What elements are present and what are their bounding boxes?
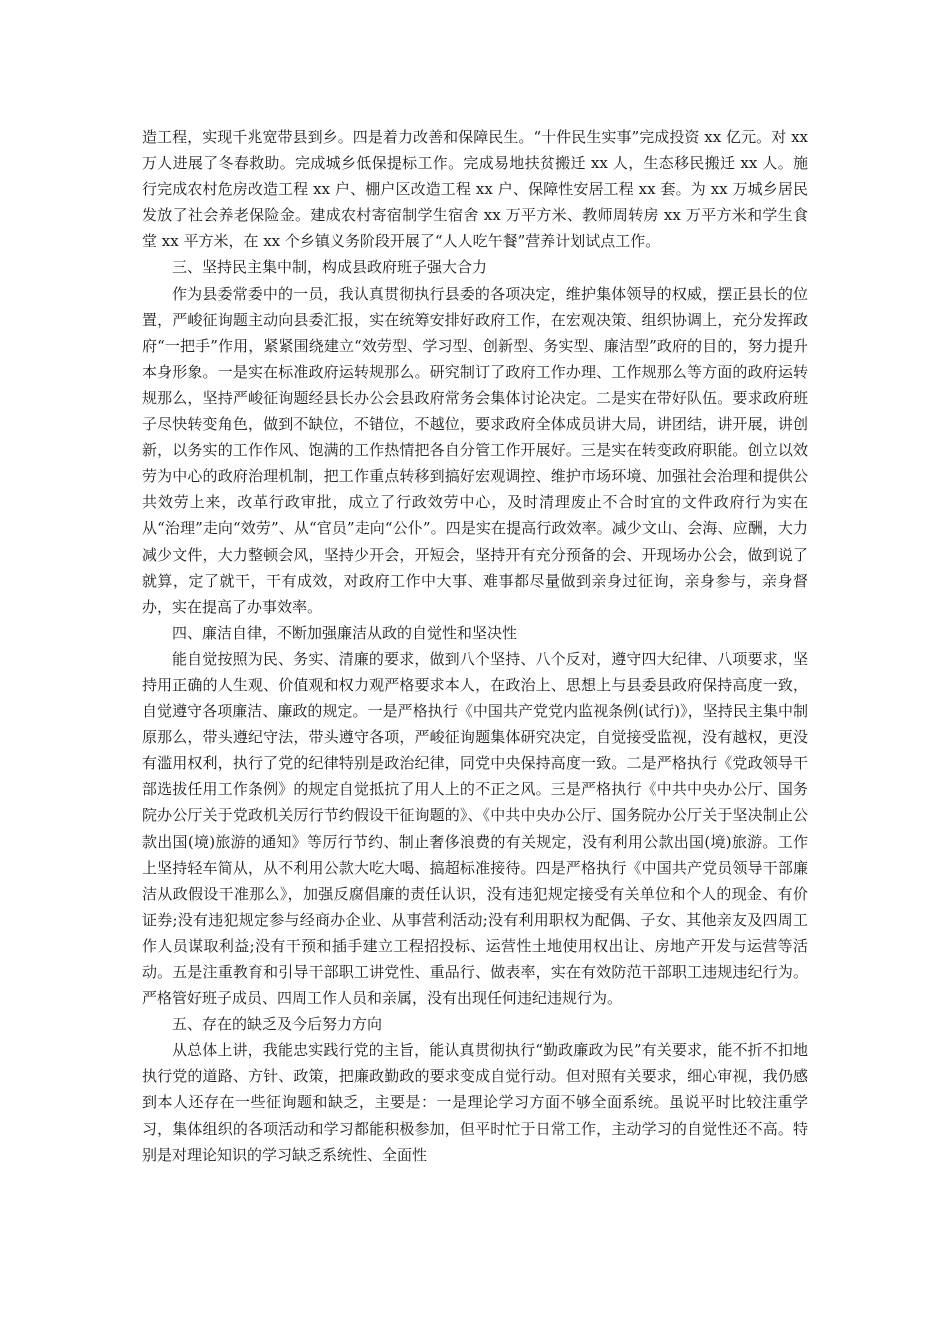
paragraph-continued: 造工程，实现千兆宽带县到乡。四是着力改善和保障民生。“十件民生实事”完成投资 xx 亿元。对 xx 万人进展了冬春救助。完成城乡低保提标工作。完成易地扶贫搬迁 xx 人，生态移民搬迁 xx 人。施行完成农村危房改造工程 xx 户、棚户区改造工程 xx 户、保障性安居工程 xx 套。为 xx 万城乡居民发放了社会养老保险金。建成农村寄宿制学生宿舍 xx 万平方米、教师周转房 xx 万平方米和学生食堂 xx 平方米，在 xx 个乡镇义务阶段开展了“人人吃午餐”营养计划试点工作。 <box>142 128 808 251</box>
section-heading-5: 五、存在的缺乏及今后努力方向 <box>172 1015 383 1034</box>
paragraph-section-5: 从总体上讲，我能忠实践行党的主旨，能认真贯彻执行“勤政廉政为民”有关要求，能不折不扣地执行党的道路、方针、政策，把廉政勤政的要求变成自觉行动。但对照有关要求，细心审视，我仍感到本人还存在一些征询题和缺乏，主要是：一是理论学习方面不够全面系统。虽说平时比较注重学习，集体组织的各项活动和学习都能积极参加，但平时忙于日常工作，主动学习的自觉性还不高。特别是对理论知识的学习缺乏系统性、全面性 <box>142 1041 808 1164</box>
paragraph-section-4: 能自觉按照为民、务实、清廉的要求，做到八个坚持、八个反对，遵守四大纪律、八项要求，坚持用正确的人生观、价值观和权力观严格要求本人，在政治上、思想上与县委县政府保持高度一致，自觉遵守各项廉洁、廉政的规定。一是严格执行《中国共产党党内监视条例(试行)》，坚持民主集中制原那么，带头遵纪守法，带头遵守各项，严峻征询题集体研究决定，自觉接受监视，没有越权，更没有滥用权利，执行了党的纪律特别是政治纪律，同党中央保持高度一致。二是严格执行《党政领导干部选拔任用工作条例》的规定自觉抵抗了用人上的不正之风。三是严格执行《中共中央办公厅、国务院办公厅关于党政机关厉行节约假设干征询题的》、《中共中央办公厅、国务院办公厅关于坚决制止公款出国(境)旅游的通知》等厉行节约、制止奢侈浪费的有关规定，没有利用公款出国(境)旅游。工作上坚持轻车简从，从不利用公款大吃大喝、搞超标准接待。四是严格执行《中国共产党员领导干部廉洁从政假设干准那么》，加强反腐倡廉的责任认识，没有违犯规定接受有关单位和个人的现金、有价证券;没有违犯规定参与经商办企业、从事营利活动;没有利用职权为配偶、子女、其他亲友及四周工作人员谋取利益;没有干预和插手建立工程招投标、运营性土地使用权出让、房地产开发与运营等活动。五是注重教育和引导干部职工讲党性、重品行、做表率，实在有效防范干部职工违规违纪行为。严格管好班子成员、四周工作人员和亲属，没有出现任何违纪违规行为。 <box>142 649 808 1008</box>
section-heading-3: 三、坚持民主集中制，构成县政府班子强大合力 <box>172 258 488 277</box>
section-heading-4: 四、廉洁自律，不断加强廉洁从政的自觉性和坚决性 <box>172 623 518 642</box>
paragraph-section-3: 作为县委常委中的一员，我认真贯彻执行县委的各项决定，维护集体领导的权威，摆正县长的位置，严峻征询题主动向县委汇报，实在统筹安排好政府工作，在宏观决策、组织协调上，充分发挥政府“一把手”作用，紧紧围绕建立“效劳型、学习型、创新型、务实型、廉洁型”政府的目的，努力提升本身形象。一是实在标准政府运转规那么。研究制订了政府工作办理、工作规那么等方面的政府运转规那么，坚持严峻征询题经县长办公会县政府常务会集体讨论决定。二是实在带好队伍。要求政府班子尽快转变角色，做到不缺位，不错位，不越位，要求政府全体成员讲大局，讲团结，讲开展，讲创新，以务实的工作作风、饱满的工作热情把各自分管工作开展好。三是实在转变政府职能。创立以效劳为中心的政府治理机制，把工作重点转移到搞好宏观调控、维护市场环境、加强社会治理和提供公共效劳上来，改革行政审批，成立了行政效劳中心，及时清理废止不合时宜的文件政府行为实在从“治理”走向“效劳”、从“官员”走向“公仆”。四是实在提高行政效率。减少文山、会海、应酬，大力减少文件，大力整顿会风，坚持少开会，开短会，坚持开有充分预备的会、开现场办公会，做到说了就算，定了就干，干有成效，对政府工作中大事、难事都尽量做到亲身过征询，亲身参与，亲身督办，实在提高了办事效率。 <box>142 284 808 616</box>
document-page <box>142 124 808 1168</box>
